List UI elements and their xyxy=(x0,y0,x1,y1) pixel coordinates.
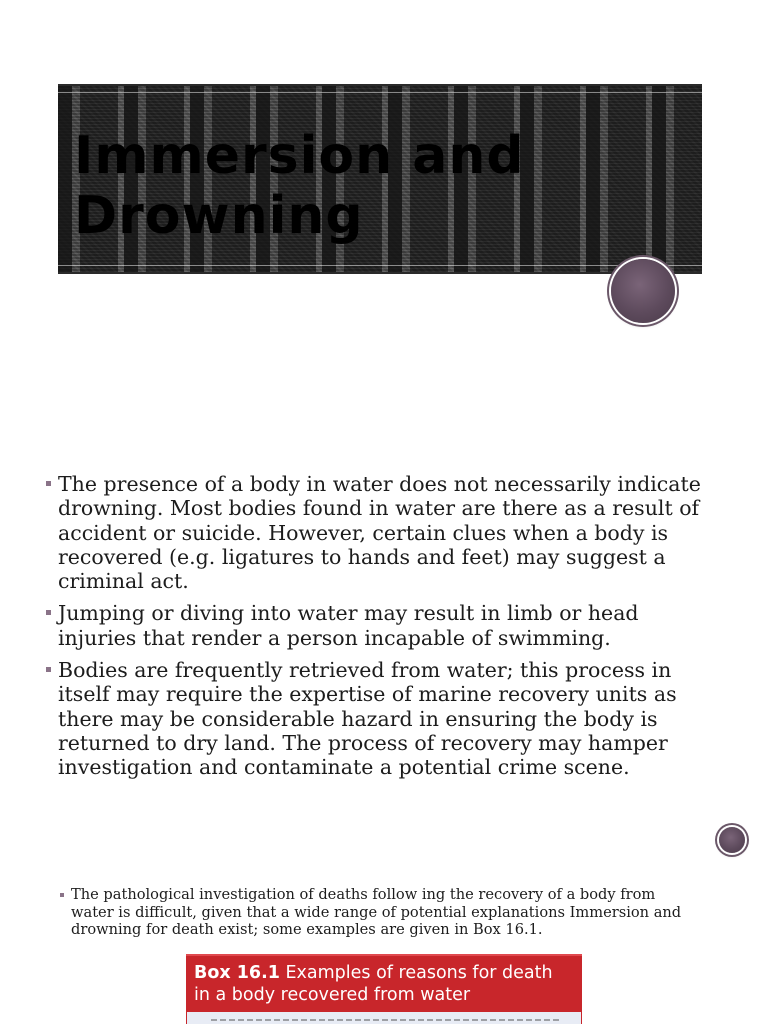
banner-bottom-rule xyxy=(58,265,702,266)
box-header xyxy=(186,954,582,1012)
box-body xyxy=(186,1012,582,1024)
bullet-list xyxy=(44,472,704,788)
sub-bullet xyxy=(58,886,698,939)
bullet-marker-icon xyxy=(46,667,51,672)
banner-top-rule xyxy=(58,92,702,93)
bullet-item xyxy=(44,658,704,779)
bullet-text: Bodies are frequently retrieved from water; this process in itself may require the expertise of marine recovery units as there may be considerable hazard in ensuring the body is returned to dry land. The process of recovery may hamper investigation and contaminate a potential crime scene. xyxy=(58,658,677,780)
box-cut-text-line xyxy=(211,1019,561,1021)
box-title: Examples of reasons for death in a body recovered from water xyxy=(194,963,553,1005)
title-banner xyxy=(58,84,702,274)
bullet-item xyxy=(44,601,704,650)
bullet-marker-icon xyxy=(46,481,51,486)
bullet-text: The presence of a body in water does not necessarily indicate drowning. Most bodies found in water are there as a result of accident or suicide. However, certain clues when a body is recovered (e.g. ligatures to hands and feet) may suggest a criminal act. xyxy=(58,472,701,594)
bullet-item xyxy=(44,472,704,593)
sub-bullet-text: The pathological investigation of deaths follow ing the recovery of a body from water is difficult, given that a wide range of potential explanations Immersion and drowning for death exist; some examples are given in Box 16.1. xyxy=(71,886,682,938)
bullet-marker-icon xyxy=(46,610,51,615)
bullet-marker-icon xyxy=(60,893,64,897)
decorative-circle-icon xyxy=(611,259,675,323)
decorative-circle-icon xyxy=(719,827,745,853)
bullet-text: Jumping or diving into water may result in limb or head injuries that render a person incapable of swimming. xyxy=(58,601,639,650)
box-label: Box 16.1 xyxy=(194,963,280,983)
slide-title: Immersion and Drowning xyxy=(74,126,525,246)
